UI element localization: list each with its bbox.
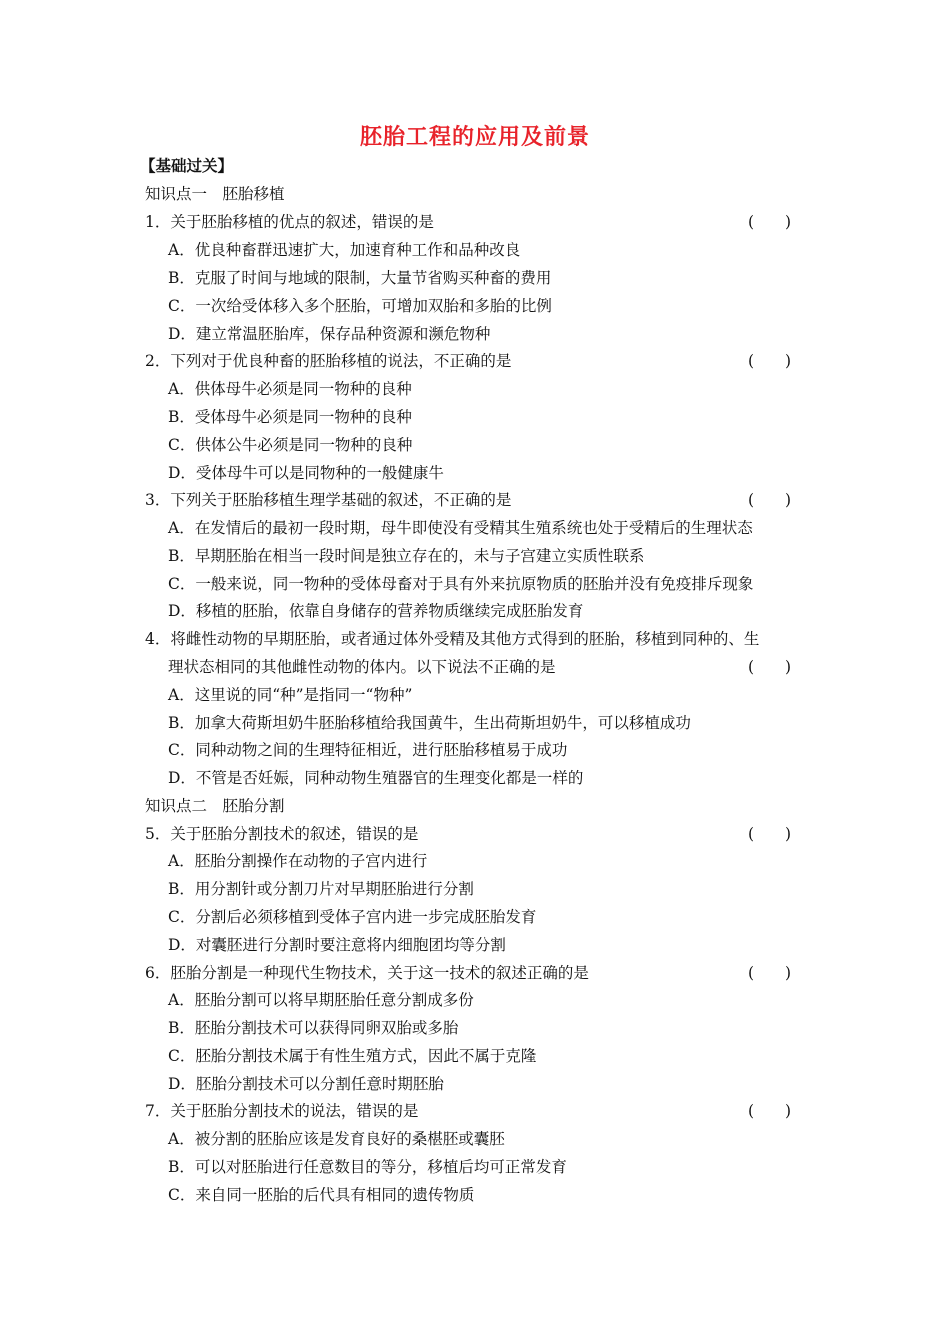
question-2-option-b: B．受体母牛必须是同一物种的良种	[168, 408, 412, 426]
question-3-option-d: D．移植的胚胎，依靠自身储存的营养物质继续完成胚胎发育	[168, 602, 584, 620]
question-4-option-b: B．加拿大荷斯坦奶牛胚胎移植给我国黄牛，生出荷斯坦奶牛，可以移植成功	[168, 714, 691, 732]
answer-blank-2: ( )	[748, 352, 792, 370]
question-2-option-d: D．受体母牛可以是同物种的一般健康牛	[168, 464, 444, 482]
question-5-stem: 5．关于胚胎分割技术的叙述，错误的是	[145, 825, 419, 843]
question-1-option-c: C．一次给受体移入多个胚胎，可增加双胎和多胎的比例	[168, 297, 552, 315]
answer-blank-3: ( )	[748, 491, 792, 509]
question-3-option-a: A．在发情后的最初一段时期，母牛即使没有受精其生殖系统也处于受精后的生理状态	[168, 519, 753, 537]
question-4-stem-continued: 理状态相同的其他雌性动物的体内。以下说法不正确的是	[168, 658, 556, 676]
question-6-option-d: D．胚胎分割技术可以分割任意时期胚胎	[168, 1075, 444, 1093]
answer-blank-1: ( )	[748, 213, 792, 231]
question-3-stem: 3．下列关于胚胎移植生理学基础的叙述，不正确的是	[145, 491, 512, 509]
question-5-option-d: D．对囊胚进行分割时要注意将内细胞团均等分割	[168, 936, 506, 954]
section-header: 【基础过关】	[140, 156, 234, 175]
knowledge-point-1: 知识点一 胚胎移植	[145, 185, 285, 203]
question-1-option-b: B．克服了时间与地域的限制，大量节省购买种畜的费用	[168, 269, 552, 287]
question-2-stem: 2．下列对于优良种畜的胚胎移植的说法，不正确的是	[145, 352, 512, 370]
question-3-option-b: B．早期胚胎在相当一段时间是独立存在的，未与子宫建立实质性联系	[168, 547, 645, 565]
page-title: 胚胎工程的应用及前景	[359, 124, 590, 150]
question-3-option-c: C．一般来说，同一物种的受体母畜对于具有外来抗原物质的胚胎并没有免疫排斥现象	[168, 575, 754, 593]
question-7-option-c: C．来自同一胚胎的后代具有相同的遗传物质	[168, 1186, 475, 1204]
question-4-stem: 4．将雌性动物的早期胚胎，或者通过体外受精及其他方式得到的胚胎，移植到同种的、生	[145, 630, 760, 648]
question-1-stem: 1．关于胚胎移植的优点的叙述，错误的是	[145, 213, 434, 231]
question-7-stem: 7．关于胚胎分割技术的说法，错误的是	[145, 1102, 419, 1120]
question-2-option-a: A．供体母牛必须是同一物种的良种	[168, 380, 412, 398]
question-7-option-b: B．可以对胚胎进行任意数目的等分，移植后均可正常发育	[168, 1158, 567, 1176]
question-1-option-d: D．建立常温胚胎库，保存品种资源和濒危物种	[168, 325, 491, 343]
question-6-option-b: B．胚胎分割技术可以获得同卵双胎或多胎	[168, 1019, 459, 1037]
answer-blank-5: ( )	[748, 825, 792, 843]
question-2-option-c: C．供体公牛必须是同一物种的良种	[168, 436, 413, 454]
answer-blank-6: ( )	[748, 964, 792, 982]
question-6-option-a: A．胚胎分割可以将早期胚胎任意分割成多份	[168, 991, 474, 1009]
question-5-option-b: B．用分割针或分割刀片对早期胚胎进行分割	[168, 880, 474, 898]
question-5-option-c: C．分割后必须移植到受体子宫内进一步完成胚胎发育	[168, 908, 537, 926]
question-6-option-c: C．胚胎分割技术属于有性生殖方式，因此不属于克隆	[168, 1047, 537, 1065]
question-1-option-a: A．优良种畜群迅速扩大，加速育种工作和品种改良	[168, 241, 521, 259]
question-6-stem: 6．胚胎分割是一种现代生物技术，关于这一技术的叙述正确的是	[145, 964, 589, 982]
question-4-option-c: C．同种动物之间的生理特征相近，进行胚胎移植易于成功	[168, 741, 568, 759]
knowledge-point-2: 知识点二 胚胎分割	[145, 797, 285, 815]
answer-blank-7: ( )	[748, 1102, 792, 1120]
question-4-option-a: A．这里说的同“种”是指同一“物种”	[168, 686, 413, 704]
answer-blank-4: ( )	[748, 658, 792, 676]
question-7-option-a: A．被分割的胚胎应该是发育良好的桑椹胚或囊胚	[168, 1130, 505, 1148]
question-4-option-d: D．不管是否妊娠，同种动物生殖器官的生理变化都是一样的	[168, 769, 584, 787]
question-5-option-a: A．胚胎分割操作在动物的子宫内进行	[168, 852, 428, 870]
